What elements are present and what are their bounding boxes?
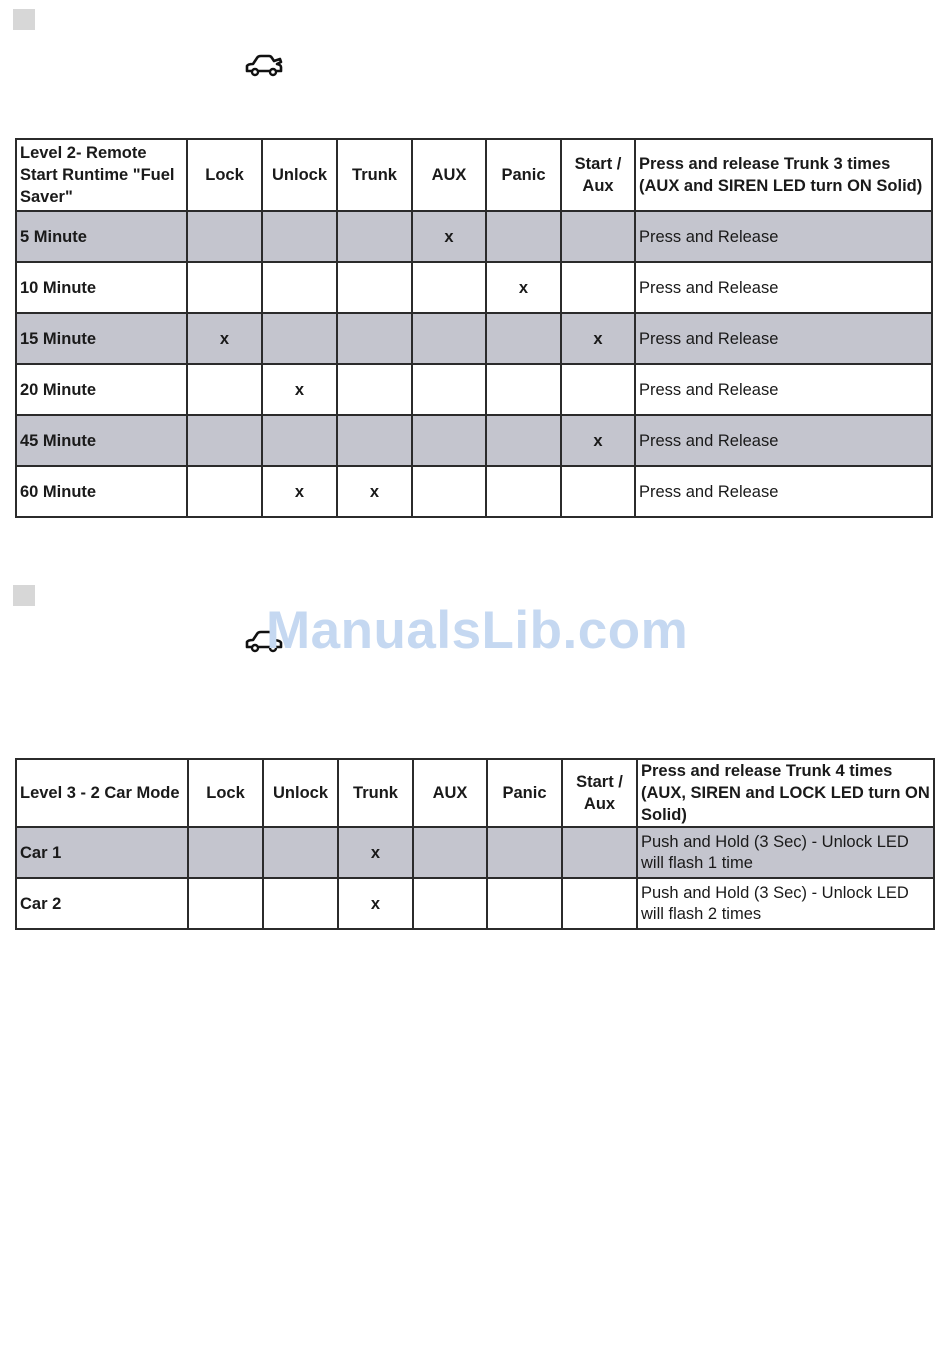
cell-trunk: x <box>338 878 413 929</box>
cell-lock <box>187 415 262 466</box>
cell-trunk <box>337 313 412 364</box>
table-row <box>16 878 934 929</box>
cell-aux <box>412 415 486 466</box>
cell-aux <box>412 262 486 313</box>
table-row <box>16 211 932 262</box>
cell-unlock: x <box>262 466 337 517</box>
cell-action: Press and Release <box>635 415 932 466</box>
table-header-row <box>16 759 934 827</box>
row-label: 20 Minute <box>16 364 187 415</box>
header-unlock: Unlock <box>263 759 338 827</box>
header-lock: Lock <box>187 139 262 211</box>
cell-trunk <box>337 364 412 415</box>
cell-panic <box>486 211 561 262</box>
cell-unlock <box>262 262 337 313</box>
watermark: ManualsLib.com <box>266 601 689 660</box>
cell-panic <box>487 827 562 878</box>
row-label: 60 Minute <box>16 466 187 517</box>
row-label: 10 Minute <box>16 262 187 313</box>
cell-trunk: x <box>338 827 413 878</box>
header-instruction: Press and release Trunk 3 times (AUX and SIREN LED turn ON Solid) <box>635 139 932 211</box>
header-instruction: Press and release Trunk 4 times (AUX, SIREN and LOCK LED turn ON Solid) <box>637 759 934 827</box>
row-label: Car 2 <box>16 878 188 929</box>
section-marker-bottom <box>13 585 35 606</box>
cell-panic <box>486 313 561 364</box>
cell-aux <box>412 364 486 415</box>
header-unlock: Unlock <box>262 139 337 211</box>
cell-unlock <box>262 313 337 364</box>
cell-panic <box>487 878 562 929</box>
row-label: Car 1 <box>16 827 188 878</box>
car-mode-table <box>15 758 935 930</box>
header-start-aux: Start / Aux <box>561 139 635 211</box>
cell-action: Push and Hold (3 Sec) - Unlock LED will flash 2 times <box>637 878 934 929</box>
cell-aux: x <box>412 211 486 262</box>
table-header-row <box>16 139 932 211</box>
header-aux: AUX <box>413 759 487 827</box>
header-trunk: Trunk <box>337 139 412 211</box>
cell-unlock <box>263 878 338 929</box>
table-row <box>16 364 932 415</box>
cell-start-aux <box>562 827 637 878</box>
cell-panic <box>486 466 561 517</box>
cell-unlock <box>262 211 337 262</box>
cell-action: Push and Hold (3 Sec) - Unlock LED will flash 1 time <box>637 827 934 878</box>
header-level: Level 2- Remote Start Runtime "Fuel Saver" <box>16 139 187 211</box>
cell-unlock: x <box>262 364 337 415</box>
cell-lock <box>187 364 262 415</box>
cell-action: Press and Release <box>635 211 932 262</box>
table-row <box>16 313 932 364</box>
header-start-aux: Start / Aux <box>562 759 637 827</box>
cell-trunk <box>337 211 412 262</box>
cell-lock <box>187 211 262 262</box>
cell-action: Press and Release <box>635 364 932 415</box>
cell-trunk <box>337 415 412 466</box>
row-label: 5 Minute <box>16 211 187 262</box>
cell-lock <box>188 827 263 878</box>
header-lock: Lock <box>188 759 263 827</box>
cell-aux <box>413 878 487 929</box>
cell-start-aux <box>561 262 635 313</box>
cell-start-aux <box>562 878 637 929</box>
table-row <box>16 262 932 313</box>
runtime-table <box>15 138 933 518</box>
cell-action: Press and Release <box>635 262 932 313</box>
header-trunk: Trunk <box>338 759 413 827</box>
cell-panic <box>486 364 561 415</box>
table-row <box>16 415 932 466</box>
car-trunk-open-icon <box>244 52 284 78</box>
cell-start-aux <box>561 364 635 415</box>
header-panic: Panic <box>486 139 561 211</box>
cell-lock <box>187 466 262 517</box>
cell-aux <box>413 827 487 878</box>
row-label: 15 Minute <box>16 313 187 364</box>
table-row <box>16 466 932 517</box>
table-row <box>16 827 934 878</box>
cell-trunk <box>337 262 412 313</box>
header-level: Level 3 - 2 Car Mode <box>16 759 188 827</box>
cell-lock <box>188 878 263 929</box>
header-panic: Panic <box>487 759 562 827</box>
cell-action: Press and Release <box>635 466 932 517</box>
cell-aux <box>412 466 486 517</box>
cell-lock: x <box>187 313 262 364</box>
cell-trunk: x <box>337 466 412 517</box>
cell-start-aux: x <box>561 313 635 364</box>
section-marker-top <box>13 9 35 30</box>
cell-aux <box>412 313 486 364</box>
cell-panic: x <box>486 262 561 313</box>
cell-unlock <box>263 827 338 878</box>
cell-panic <box>486 415 561 466</box>
cell-start-aux <box>561 466 635 517</box>
header-aux: AUX <box>412 139 486 211</box>
cell-start-aux: x <box>561 415 635 466</box>
row-label: 45 Minute <box>16 415 187 466</box>
cell-lock <box>187 262 262 313</box>
cell-start-aux <box>561 211 635 262</box>
cell-action: Press and Release <box>635 313 932 364</box>
cell-unlock <box>262 415 337 466</box>
